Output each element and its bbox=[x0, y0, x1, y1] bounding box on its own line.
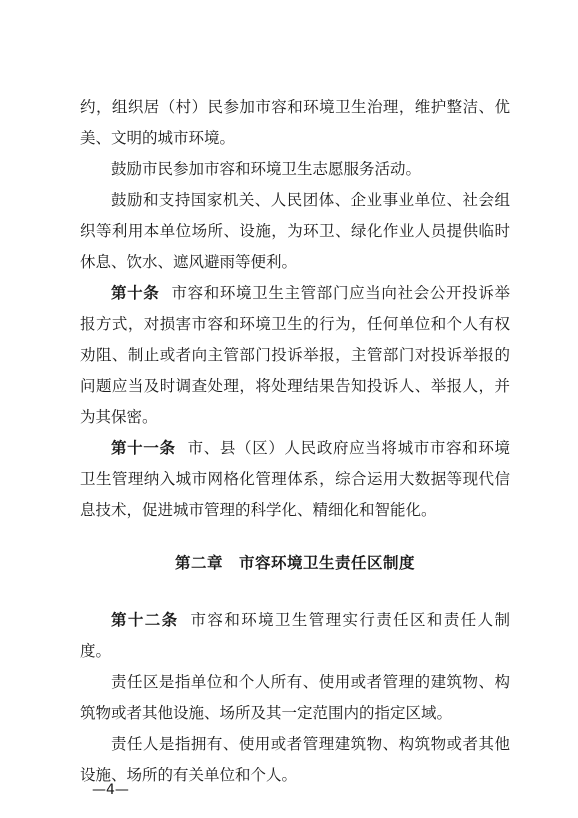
document-body bbox=[80, 92, 510, 791]
article-12-number: 第十二条 bbox=[111, 611, 179, 629]
paragraph-continued: 约，组织居（村）民参加市容和环境卫生治理，维护整洁、优美、文明的城市环境。 bbox=[80, 98, 510, 147]
article-11-number: 第十一条 bbox=[111, 439, 176, 457]
article-11 bbox=[80, 433, 510, 526]
article-10-text: 市容和环境卫生主管部门应当向社会公开投诉举报方式，对损害市容和环境卫生的行为，任何单位和个人有权劝阻、制止或者向主管部门投诉举报，主管部门对投诉举报的问题应当及时调查处理，将处理结果告知投诉人、举报人，并为其保密。 bbox=[80, 284, 510, 426]
article-12 bbox=[80, 605, 510, 667]
chapter-number: 第二章 bbox=[174, 554, 223, 572]
chapter-heading bbox=[80, 548, 510, 579]
paragraph-responsible-party: 责任人是指拥有、使用或者管理建筑物、构筑物或者其他设施、场所的有关单位和个人。 bbox=[80, 735, 510, 784]
paragraph-volunteer: 鼓励市民参加市容和环境卫生志愿服务活动。 bbox=[111, 160, 422, 178]
paragraph-support: 鼓励和支持国家机关、人民团体、企业事业单位、社会组织等利用本单位场所、设施，为环卫、绿化作业人员提供临时休息、饮水、遮风避雨等便利。 bbox=[80, 191, 510, 271]
article-11-text: 市、县（区）人民政府应当将城市市容和环境卫生管理纳入城市网格化管理体系，综合运用大数据等现代信息技术，促进城市管理的科学化、精细化和智能化。 bbox=[80, 439, 510, 519]
article-10-number: 第十条 bbox=[111, 284, 160, 302]
page-number: —4— bbox=[92, 782, 129, 798]
article-10 bbox=[80, 278, 510, 433]
paragraph-responsibility-area: 责任区是指单位和个人所有、使用或者管理的建筑物、构筑物或者其他设施、场所及其一定范围内的指定区域。 bbox=[80, 673, 510, 722]
article-12-text: 市容和环境卫生管理实行责任区和责任人制度。 bbox=[80, 611, 510, 660]
chapter-title: 市容环境卫生责任区制度 bbox=[239, 554, 416, 572]
